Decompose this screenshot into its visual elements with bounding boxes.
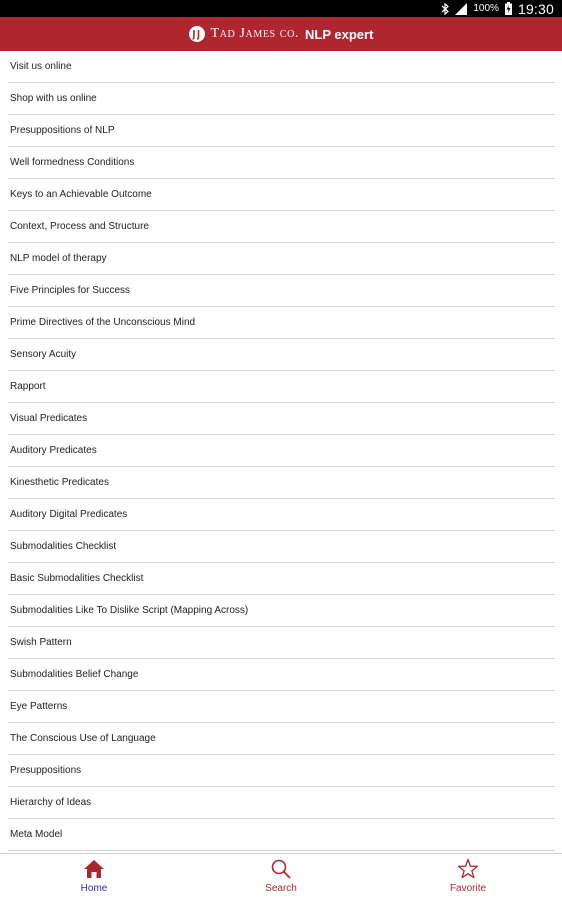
list-item[interactable] — [8, 435, 555, 467]
list-item-label: NLP model of therapy — [10, 253, 107, 264]
list-item-label: Shop with us online — [10, 93, 97, 104]
list-item-label: Sensory Acuity — [10, 349, 77, 360]
brand — [189, 26, 374, 42]
list-item[interactable] — [8, 307, 555, 339]
list-item[interactable] — [8, 531, 555, 563]
app-title: NLP expert — [305, 26, 374, 42]
list-item[interactable] — [8, 563, 555, 595]
list-item-label: Visual Predicates — [10, 413, 88, 424]
list-item-label: Hierarchy of Ideas — [10, 797, 92, 808]
brand-name: Tad James co. — [210, 26, 299, 41]
list-item[interactable] — [8, 339, 555, 371]
list-item[interactable] — [8, 691, 555, 723]
home-icon — [83, 858, 105, 880]
nav-home[interactable] — [54, 858, 134, 898]
bluetooth-icon — [441, 3, 449, 15]
list-item[interactable] — [8, 211, 555, 243]
nav-favorite-label: Favorite — [449, 883, 487, 894]
list-item-label: Context, Process and Structure — [10, 221, 149, 232]
star-icon — [457, 858, 479, 880]
bottom-navigation — [0, 853, 562, 901]
battery-charging-icon — [505, 2, 512, 15]
list-item[interactable] — [8, 51, 555, 83]
search-icon — [270, 858, 292, 880]
list-item[interactable] — [8, 659, 555, 691]
list-item-label: Swish Pattern — [10, 637, 72, 648]
list-item[interactable] — [8, 275, 555, 307]
nav-search-label: Search — [265, 883, 297, 894]
status-bar — [0, 0, 562, 17]
list-item-label: Submodalities Belief Change — [10, 669, 139, 680]
list-item-label: Presuppositions of NLP — [10, 125, 115, 136]
menu-list — [8, 51, 555, 853]
list-item-label: Prime Directives of the Unconscious Mind — [10, 317, 196, 328]
list-item-label: Submodalities Checklist — [10, 541, 117, 552]
list-item[interactable] — [8, 819, 555, 851]
list-item[interactable] — [8, 243, 555, 275]
list-item[interactable] — [8, 371, 555, 403]
list-item[interactable] — [8, 627, 555, 659]
list-item-label: Auditory Predicates — [10, 445, 97, 456]
list-item-label: Submodalities Like To Dislike Script (Mapping Across) — [10, 605, 249, 616]
app-bar — [0, 17, 562, 51]
list-item-label: Auditory Digital Predicates — [10, 509, 128, 520]
nav-search[interactable] — [241, 858, 321, 898]
list-item-label: Meta Model — [10, 829, 63, 840]
list-item-label: Kinesthetic Predicates — [10, 477, 109, 488]
nav-home-label: Home — [80, 883, 108, 894]
list-item[interactable] — [8, 115, 555, 147]
clock: 19:30 — [517, 0, 554, 17]
logo-glyph-icon — [189, 26, 205, 42]
list-item-label: Rapport — [10, 381, 46, 392]
list-item[interactable] — [8, 147, 555, 179]
list-item-label: Eye Patterns — [10, 701, 68, 712]
list-item[interactable] — [8, 403, 555, 435]
list-item[interactable] — [8, 595, 555, 627]
list-item[interactable] — [8, 723, 555, 755]
list-item-label: The Conscious Use of Language — [10, 733, 156, 744]
list-item[interactable] — [8, 179, 555, 211]
list-item[interactable] — [8, 755, 555, 787]
nav-favorite[interactable] — [428, 858, 508, 898]
signal-icon — [455, 3, 467, 15]
list-item[interactable] — [8, 787, 555, 819]
status-icons — [441, 0, 554, 17]
list-item-label: Keys to an Achievable Outcome — [10, 189, 152, 200]
list-item[interactable] — [8, 83, 555, 115]
list-item-label: Basic Submodalities Checklist — [10, 573, 144, 584]
list-item[interactable] — [8, 467, 555, 499]
list-item-label: Five Principles for Success — [10, 285, 131, 296]
battery-percent: 100% — [473, 3, 499, 14]
list-item-label: Presuppositions — [10, 765, 82, 776]
list-item[interactable] — [8, 499, 555, 531]
list-item-label: Visit us online — [10, 61, 72, 72]
list-item-label: Well formedness Conditions — [10, 157, 135, 168]
logo-icon — [189, 26, 205, 42]
